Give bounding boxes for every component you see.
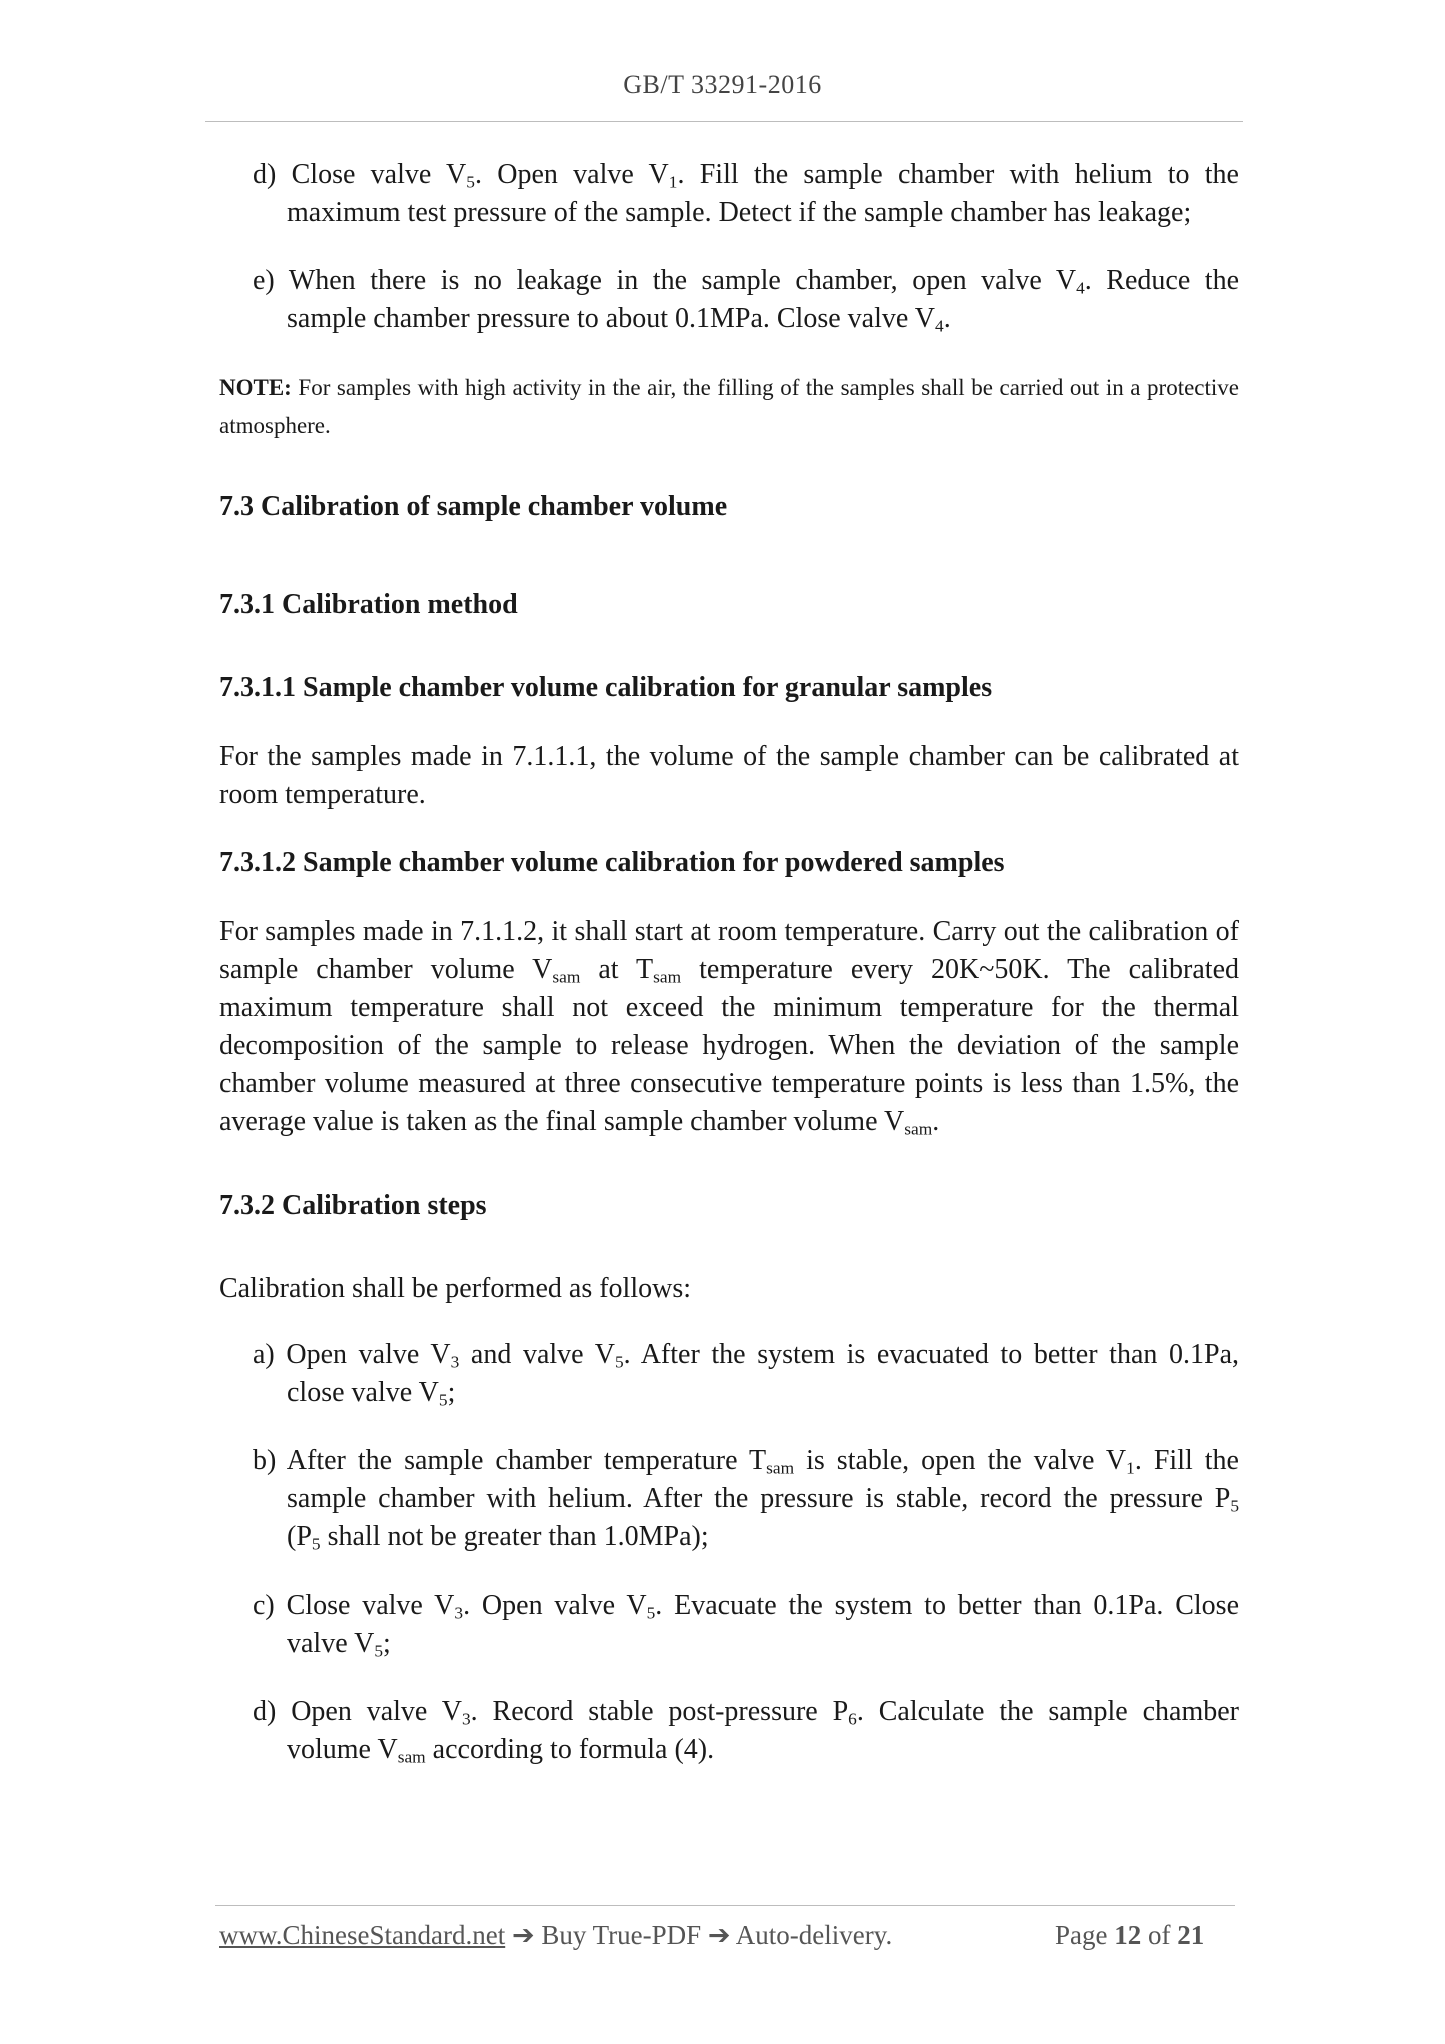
text-run: according to formula (4). <box>425 1734 715 1765</box>
subscript: sam <box>552 967 581 987</box>
arrow-icon: ➔ <box>511 1920 535 1950</box>
header-divider <box>205 121 1243 122</box>
subscript: 4 <box>1076 278 1085 298</box>
subscript: sam <box>766 1458 795 1478</box>
calibration-intro: Calibration shall be performed as follows: <box>219 1273 691 1304</box>
note-paragraph <box>219 369 1239 445</box>
subscript: 3 <box>461 1709 471 1729</box>
text-run: . Fill the <box>1134 1445 1239 1476</box>
text-run: valve V <box>287 1628 375 1659</box>
subscript: 1 <box>668 172 678 192</box>
subscript: 5 <box>466 172 475 192</box>
text-run: Open valve V <box>291 1696 462 1727</box>
of-word: of <box>1147 1920 1171 1950</box>
step-a <box>253 1336 1239 1412</box>
text-run: . After the system is evacuated to better than 0.1Pa, <box>623 1339 1240 1370</box>
step-label: d) <box>253 1696 277 1727</box>
step-label: c) <box>253 1590 275 1621</box>
page-number: 12 <box>1114 1920 1142 1950</box>
section-7-3-1-1-text: For the samples made in 7.1.1.1, the volume of the sample chamber can be calibrated at room temperature. <box>219 741 1239 810</box>
note-label: NOTE: <box>219 375 292 400</box>
subscript: 5 <box>614 1352 624 1372</box>
text-run: . Open valve V <box>463 1590 647 1621</box>
delivery-text: Auto-delivery. <box>735 1920 893 1950</box>
section-7-3-1-2-heading: 7.3.1.2 Sample chamber volume calibration for powdered samples <box>219 847 1005 878</box>
step-label: d) <box>253 159 277 190</box>
arrow-icon: ➔ <box>707 1920 731 1950</box>
step-c <box>253 1587 1239 1663</box>
text-run: shall not be greater than 1.0MPa); <box>320 1521 709 1552</box>
section-7-3-1-2-text <box>219 913 1239 1141</box>
text-run: is stable, open the valve V <box>794 1445 1127 1476</box>
text-run: sample chamber pressure to about 0.1MPa. Close valve V <box>287 303 936 334</box>
text-run: Close valve V <box>286 1590 455 1621</box>
text-run: . Reduce the <box>1084 265 1239 296</box>
note-text: For samples with high activity in the air, the filling of the samples shall be carried out in a protective atmosphere. <box>219 375 1240 438</box>
text-run: volume V <box>287 1734 398 1765</box>
text-run: . Evacuate the system to better than 0.1Pa. Close <box>655 1590 1240 1621</box>
subscript: 3 <box>454 1603 464 1623</box>
text-run: . Open valve V <box>474 159 669 190</box>
text-run: . <box>932 1106 940 1137</box>
text-run: ; <box>447 1377 456 1408</box>
section-7-3-heading: 7.3 Calibration of sample chamber volume <box>219 491 728 522</box>
text-run: When there is no leakage in the sample chamber, open valve V <box>288 265 1077 296</box>
page-total: 21 <box>1177 1920 1205 1950</box>
subscript: sam <box>397 1747 426 1767</box>
page-word: Page <box>1055 1920 1108 1950</box>
step-b <box>253 1442 1239 1556</box>
step-text: maximum test pressure of the sample. Detect if the sample chamber has leakage; <box>287 197 1192 228</box>
step-e-prev <box>253 262 1239 338</box>
footer-promo <box>219 1920 892 1951</box>
text-run: After the sample chamber temperature T <box>286 1445 767 1476</box>
step-d <box>253 1693 1239 1769</box>
text-run: For samples made in 7.1.1.2, it shall start at room temperature. Carry out the calibration of sample chamber volume V <box>219 916 1239 985</box>
text-run: ; <box>383 1628 391 1659</box>
step-label: a) <box>253 1339 275 1370</box>
footer-divider <box>215 1905 1235 1906</box>
section-7-3-1-heading: 7.3.1 Calibration method <box>219 589 518 620</box>
text-run: . Fill the sample chamber with helium to the <box>677 159 1239 190</box>
text-run: and valve V <box>459 1339 615 1370</box>
text-run: . Calculate the sample chamber <box>856 1696 1239 1727</box>
website-link[interactable]: www.ChineseStandard.net <box>219 1920 506 1950</box>
step-d-prev <box>253 156 1239 232</box>
subscript: 5 <box>374 1641 384 1661</box>
text-run: . Record stable post-pressure P <box>470 1696 849 1727</box>
step-label: b) <box>253 1445 277 1476</box>
subscript: 5 <box>646 1603 656 1623</box>
subscript: sam <box>653 967 682 987</box>
text-run: (P <box>287 1521 312 1552</box>
section-7-3-1-1-heading: 7.3.1.1 Sample chamber volume calibration for granular samples <box>219 672 993 703</box>
step-label: e) <box>253 265 275 296</box>
subscript: 1 <box>1126 1458 1135 1478</box>
subscript: 5 <box>438 1390 448 1410</box>
subscript: 5 <box>1230 1496 1239 1516</box>
subscript: sam <box>904 1119 933 1139</box>
document-header: GB/T 33291-2016 <box>623 70 822 99</box>
buy-text: Buy True-PDF <box>541 1920 702 1950</box>
text-run: at T <box>580 954 654 985</box>
section-7-3-2-heading: 7.3.2 Calibration steps <box>219 1190 487 1221</box>
subscript: 6 <box>848 1709 857 1729</box>
text-run: temperature every 20K~50K. The calibrated maximum temperature shall not exceed the minimum temperature for the thermal decomposition of the sample to release hydrogen. When the deviation of the sample chamber volume measured at three consecutive temperature points is less than 1.5%, the average value is taken as the final sample chamber volume V <box>219 954 1239 1137</box>
text-run: Close valve V <box>291 159 467 190</box>
text-run: sample chamber with helium. After the pressure is stable, record the pressure P <box>287 1483 1231 1514</box>
text-run: close valve V <box>287 1377 439 1408</box>
page-indicator <box>1055 1920 1204 1951</box>
subscript: 4 <box>935 316 944 336</box>
text-run: . <box>943 303 951 334</box>
subscript: 5 <box>311 1534 321 1554</box>
text-run: Open valve V <box>286 1339 451 1370</box>
subscript: 3 <box>450 1352 460 1372</box>
